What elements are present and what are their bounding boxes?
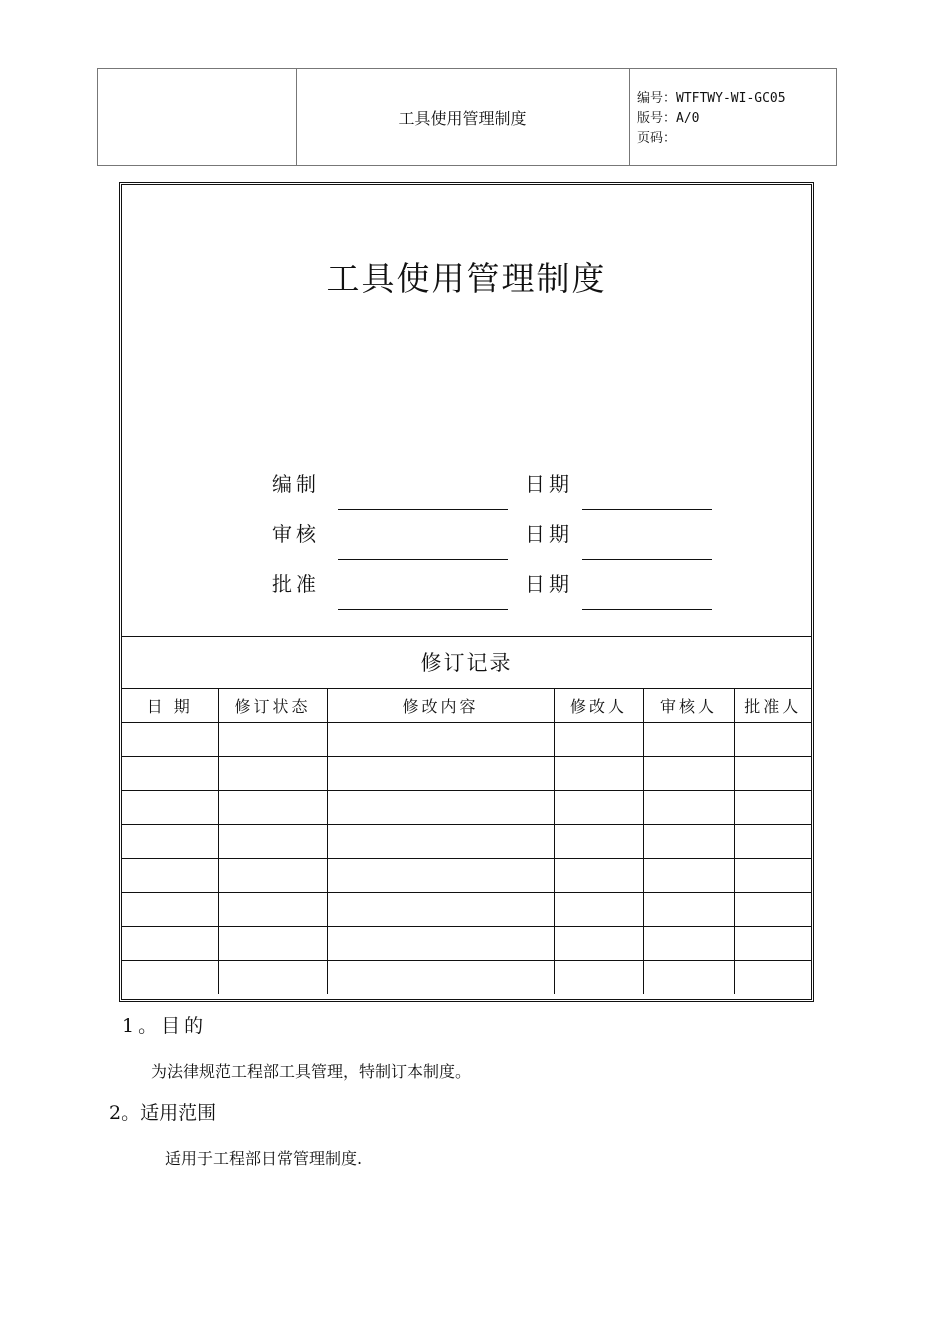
table-cell[interactable]	[643, 757, 734, 791]
table-cell[interactable]	[122, 791, 218, 825]
table-cell[interactable]	[327, 757, 554, 791]
table-cell[interactable]	[218, 757, 327, 791]
table-cell[interactable]	[734, 791, 811, 825]
table-cell[interactable]	[122, 893, 218, 927]
section-scope-body: 适用于工程部日常管理制度.	[165, 1149, 363, 1168]
signature-role-reviewed: 审核	[272, 522, 320, 546]
header-title: 工具使用管理制度	[296, 69, 630, 165]
table-cell[interactable]	[554, 893, 643, 927]
revision-divider	[122, 636, 811, 637]
table-row	[122, 825, 811, 859]
table-cell[interactable]	[218, 927, 327, 961]
table-cell[interactable]	[554, 825, 643, 859]
signature-date-label: 日期	[525, 572, 573, 596]
table-cell[interactable]	[122, 859, 218, 893]
table-cell[interactable]	[734, 825, 811, 859]
revision-table	[122, 688, 811, 994]
table-cell[interactable]	[218, 825, 327, 859]
table-cell[interactable]	[643, 859, 734, 893]
table-cell[interactable]	[734, 859, 811, 893]
col-approver: 批准人	[734, 689, 811, 723]
col-reviewer: 审核人	[643, 689, 734, 723]
date-line[interactable]	[582, 509, 712, 510]
table-cell[interactable]	[554, 859, 643, 893]
table-row	[122, 723, 811, 757]
doc-page: 页码：	[637, 131, 677, 146]
table-cell[interactable]	[218, 961, 327, 995]
col-modifier: 修改人	[554, 689, 643, 723]
cover-page	[119, 182, 814, 1002]
table-cell[interactable]	[327, 859, 554, 893]
date-line[interactable]	[582, 609, 712, 610]
table-cell[interactable]	[554, 791, 643, 825]
table-cell[interactable]	[734, 723, 811, 757]
doc-version: 版号：A/0	[637, 111, 700, 126]
table-cell[interactable]	[327, 961, 554, 995]
table-row	[122, 961, 811, 995]
table-cell[interactable]	[554, 961, 643, 995]
table-cell[interactable]	[327, 723, 554, 757]
table-row	[122, 927, 811, 961]
table-cell[interactable]	[734, 961, 811, 995]
table-cell[interactable]	[554, 723, 643, 757]
col-date: 日 期	[122, 689, 218, 723]
signature-date-label: 日期	[525, 522, 573, 546]
table-cell[interactable]	[218, 893, 327, 927]
table-cell[interactable]	[734, 927, 811, 961]
table-cell[interactable]	[122, 961, 218, 995]
table-cell[interactable]	[122, 723, 218, 757]
table-cell[interactable]	[218, 791, 327, 825]
table-row	[122, 859, 811, 893]
table-cell[interactable]	[554, 927, 643, 961]
table-cell[interactable]	[327, 893, 554, 927]
cover-title: 工具使用管理制度	[326, 259, 607, 298]
signature-role-approved: 批准	[272, 572, 320, 596]
table-cell[interactable]	[122, 927, 218, 961]
section-scope-heading: 2。适用范围	[109, 1102, 217, 1124]
header-logo-cell	[98, 69, 297, 165]
doc-number: 编号：WTFTWY-WI-GC05	[637, 91, 786, 106]
table-cell[interactable]	[327, 825, 554, 859]
table-cell[interactable]	[643, 893, 734, 927]
table-cell[interactable]	[218, 723, 327, 757]
document-header	[97, 68, 837, 166]
table-row	[122, 791, 811, 825]
date-line[interactable]	[582, 559, 712, 560]
signature-line[interactable]	[338, 559, 508, 560]
table-cell[interactable]	[218, 859, 327, 893]
table-cell[interactable]	[643, 791, 734, 825]
header-meta	[629, 69, 836, 185]
table-cell[interactable]	[734, 757, 811, 791]
table-row	[122, 893, 811, 927]
table-cell[interactable]	[554, 757, 643, 791]
col-status: 修订状态	[218, 689, 327, 723]
revision-title: 修订记录	[420, 651, 513, 675]
col-content: 修改内容	[327, 689, 554, 723]
table-cell[interactable]	[327, 791, 554, 825]
table-cell[interactable]	[643, 961, 734, 995]
table-cell[interactable]	[643, 927, 734, 961]
table-row	[122, 757, 811, 791]
table-cell[interactable]	[327, 927, 554, 961]
table-cell[interactable]	[734, 893, 811, 927]
signature-line[interactable]	[338, 609, 508, 610]
section-purpose-heading: 1。目的	[122, 1015, 208, 1037]
table-cell[interactable]	[643, 723, 734, 757]
table-cell[interactable]	[122, 757, 218, 791]
table-cell[interactable]	[122, 825, 218, 859]
table-cell[interactable]	[643, 825, 734, 859]
section-purpose-body: 为法律规范工程部工具管理，特制订本制度。	[151, 1062, 472, 1081]
signature-line[interactable]	[338, 509, 508, 510]
signature-date-label: 日期	[525, 472, 573, 496]
revision-header-row	[122, 689, 811, 723]
signature-role-prepared: 编制	[272, 472, 320, 496]
